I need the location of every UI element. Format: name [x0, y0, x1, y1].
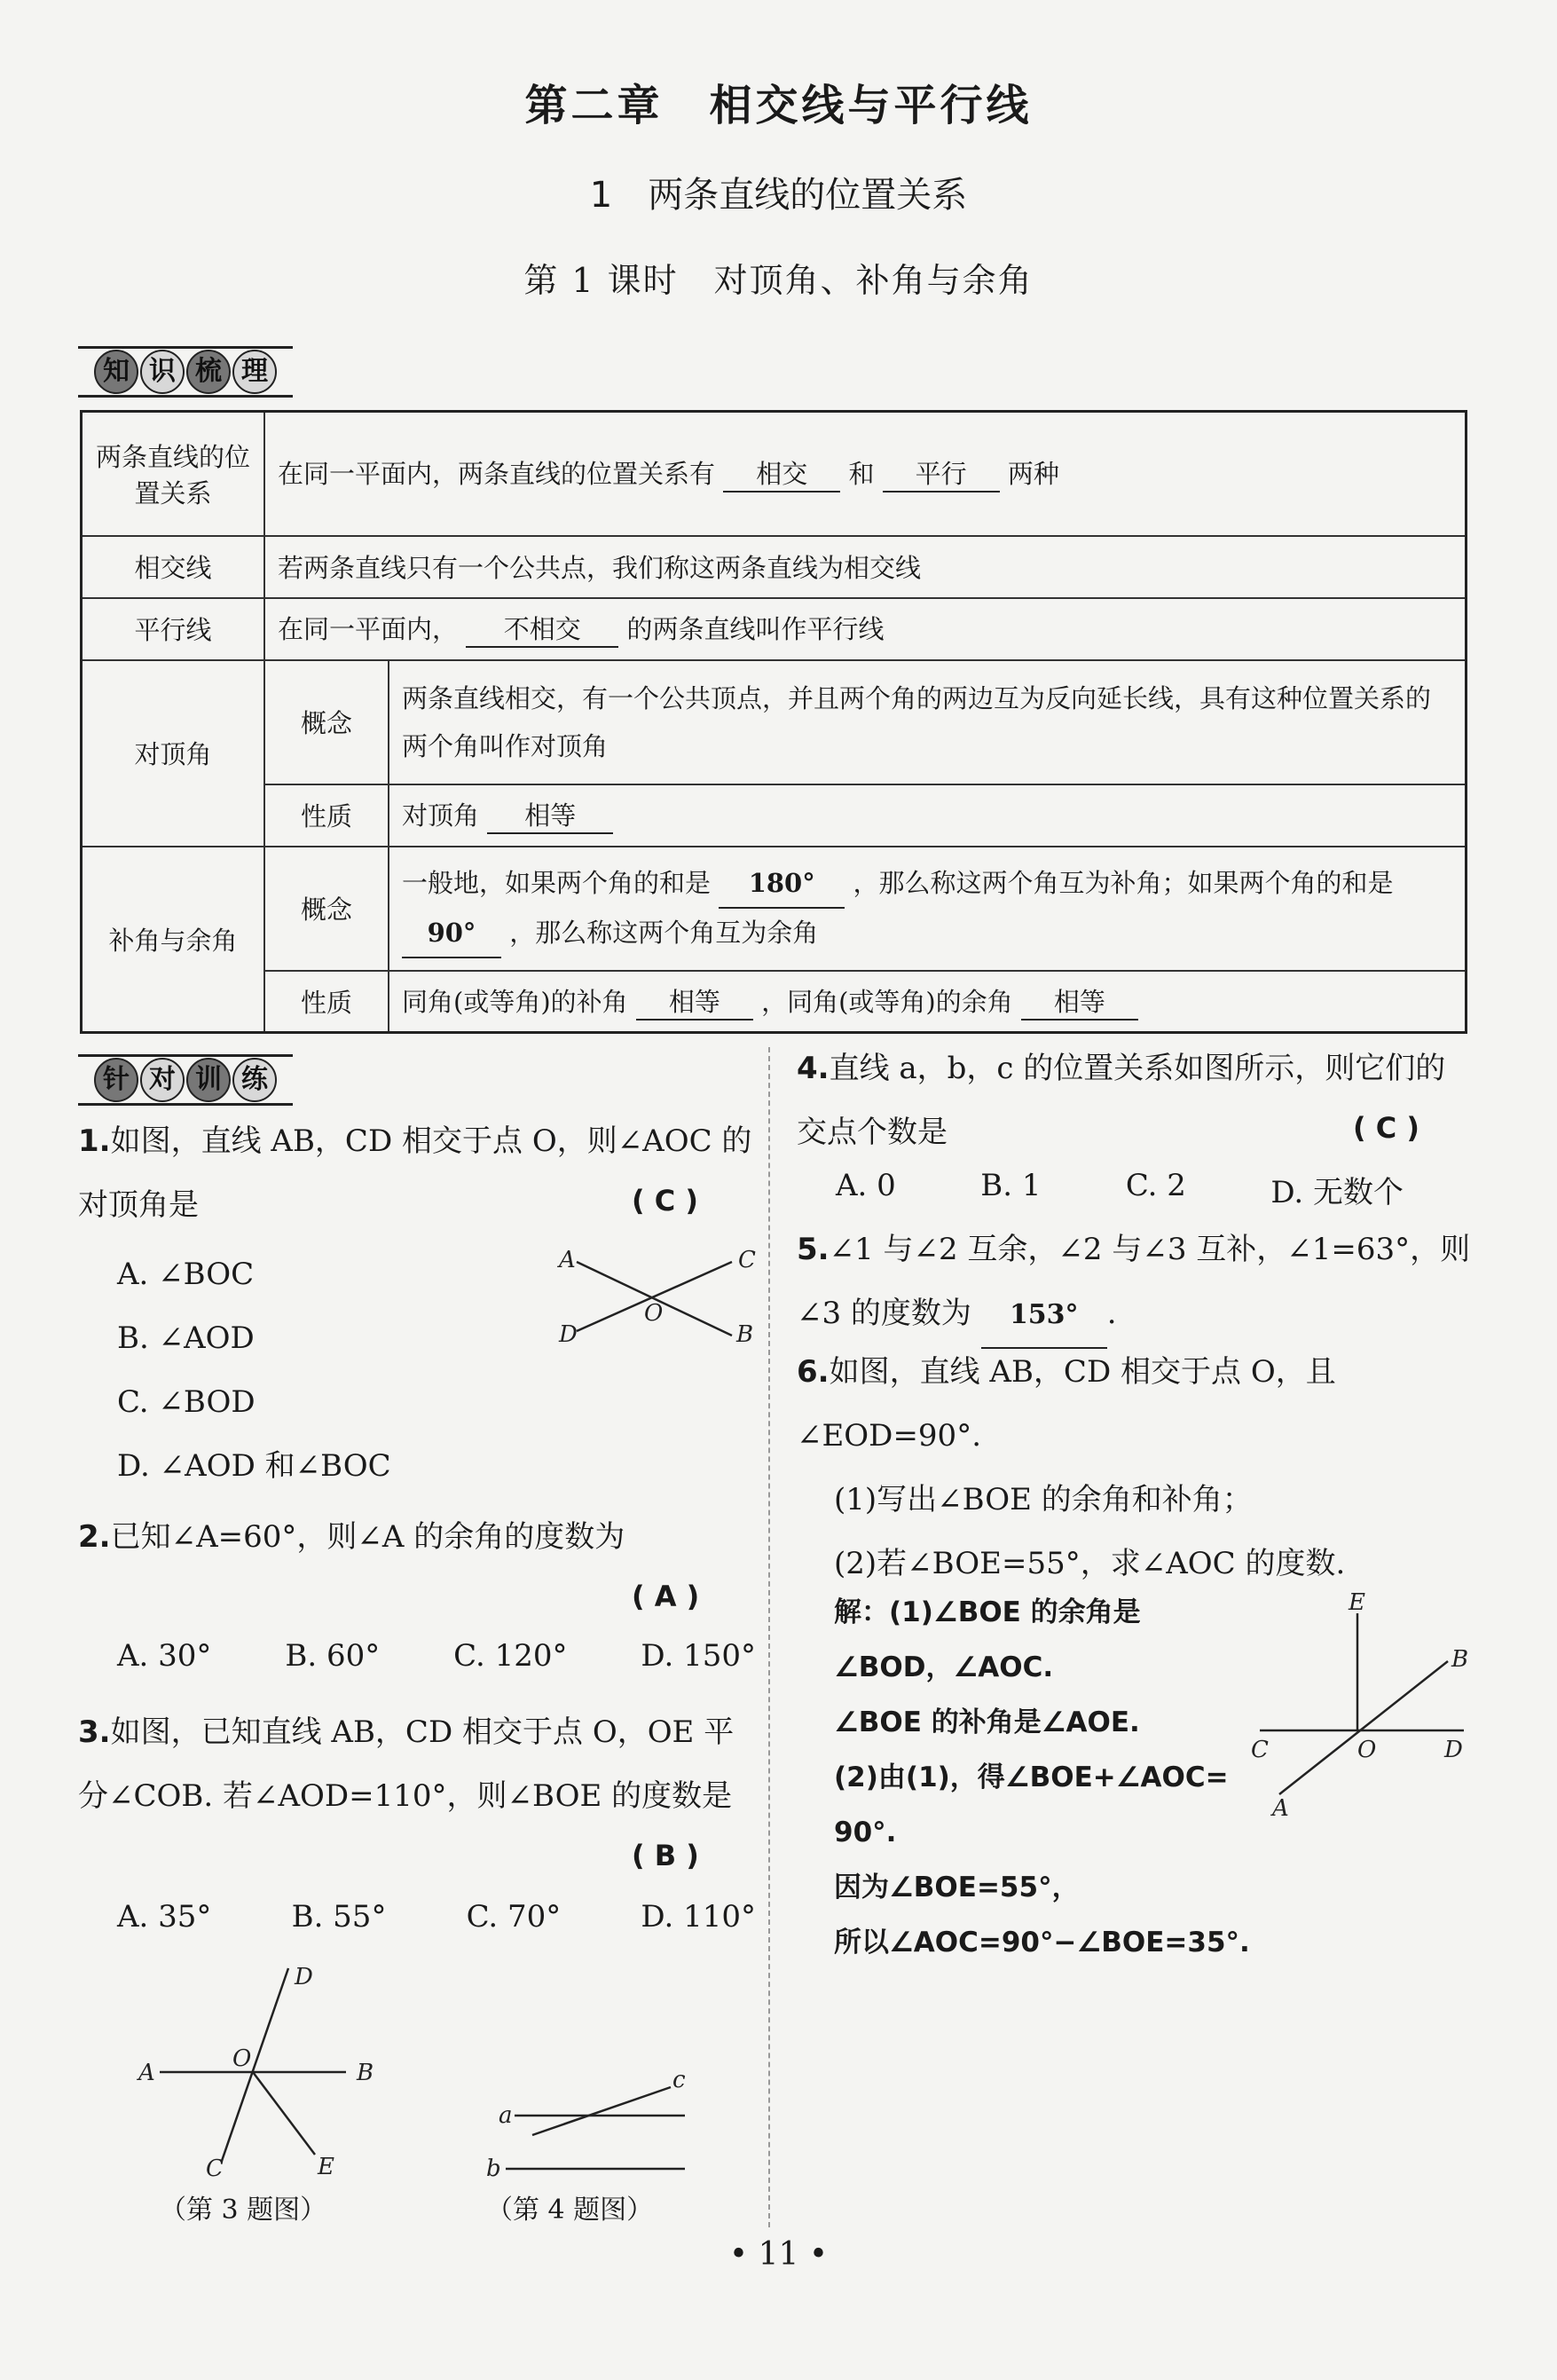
figure-q6 [1242, 1588, 1482, 1819]
label-c: C [1251, 1737, 1269, 1763]
question-2: 2.已知∠A=60°，则∠A 的余角的度数为 [78, 1519, 625, 1555]
lesson-title: 第 1 课时 对顶角、补角与余角 [523, 261, 1034, 300]
figure-q1 [550, 1242, 763, 1358]
badge-char: 梳 [186, 350, 231, 394]
label-b: B [1451, 1646, 1469, 1673]
row-content: 一般地，如果两个角的和是 180° ，那么称这两个角互为补角；如果两个角的和是 90° ，那么称这两个角互为余角 [389, 847, 1467, 971]
fill-blank: 90° [402, 909, 501, 958]
label-b: B [357, 2060, 374, 2086]
fill-blank: 不相交 [466, 610, 618, 648]
options-q1 [117, 1242, 391, 1498]
row-content: 在同一平面内， 不相交 的两条直线叫作平行线 [264, 598, 1467, 660]
figure-q3-caption: （第 3 题图） [160, 2195, 327, 2226]
label-c: C [738, 1247, 756, 1273]
row-subhead: 性质 [264, 784, 389, 847]
option: C. ∠BOD [117, 1384, 256, 1420]
fill-blank: 相等 [1021, 982, 1138, 1021]
answer-q5: 153° [981, 1283, 1107, 1349]
options-q2: A. 30° B. 60° C. 120° D. 150° [117, 1638, 756, 1674]
badge-char: 训 [186, 1058, 231, 1102]
table-row [82, 971, 1467, 1033]
label-d: D [1444, 1737, 1463, 1763]
column-divider [768, 1047, 770, 2227]
badge-char: 对 [140, 1058, 185, 1102]
table-row [82, 660, 1467, 784]
row-subhead: 概念 [264, 660, 389, 784]
label-d: D [295, 1964, 313, 1990]
row-head: 平行线 [82, 598, 265, 660]
badge-char: 理 [232, 350, 277, 394]
chapter-title: 第二章 相交线与平行线 [524, 81, 1033, 130]
label-d: D [559, 1321, 578, 1348]
badge-char: 知 [94, 350, 138, 394]
row-head: 对顶角 [82, 660, 265, 847]
fill-blank: 相等 [636, 982, 753, 1021]
row-head: 两条直线的位置关系 [82, 412, 265, 536]
answer-q3: ( B ) [632, 1839, 699, 1872]
label-c: c [672, 2067, 686, 2093]
table-row [82, 536, 1467, 598]
row-content: 若两条直线只有一个公共点，我们称这两条直线为相交线 [264, 536, 1467, 598]
label-b: b [486, 2155, 501, 2182]
label-b: B [736, 1321, 754, 1348]
question-1: 1.如图，直线 AB，CD 相交于点 O，则∠AOC 的对顶角是 [78, 1123, 752, 1223]
fill-blank: 平行 [883, 454, 1000, 493]
options-q4: A. 0 B. 1 C. 2 D. 无数个 [836, 1168, 1404, 1210]
solution-q6: 解：(1)∠BOE 的余角是 ∠BOD，∠AOC. ∠BOE 的补角是∠AOE. (2)由(1)，得∠BOE+∠AOC= 90°. 因为∠BOE=55°， 所以∠AOC=90°−∠BOE=35°. [834, 1596, 1250, 1958]
option: A. ∠BOC [117, 1257, 255, 1292]
row-head: 补角与余角 [82, 847, 265, 1033]
options-q3: A. 35° B. 55° C. 70° D. 110° [117, 1899, 756, 1935]
table-row [82, 784, 1467, 847]
label-a: A [138, 2060, 155, 2086]
question-6: 6.如图，直线 AB，CD 相交于点 O，且∠EOD=90°. (1)写出∠BOE 的余角和补角； (2)若∠BOE=55°，求∠AOC 的度数. [797, 1340, 1471, 1596]
fill-blank: 相等 [487, 796, 613, 834]
table-row [82, 412, 1467, 536]
table-row [82, 847, 1467, 971]
knowledge-table [80, 410, 1467, 1034]
row-content: 对顶角 相等 [389, 784, 1467, 847]
question-6-part-1: (1)写出∠BOE 的余角和补角； [834, 1482, 1253, 1517]
label-e: E [318, 2154, 334, 2180]
option: D. ∠AOD 和∠BOC [117, 1448, 391, 1484]
figure-q3 [124, 1961, 408, 2183]
label-a: a [499, 2102, 513, 2129]
label-a: A [1272, 1795, 1289, 1819]
row-subhead: 性质 [264, 971, 389, 1033]
label-o: O [232, 2045, 252, 2072]
answer-q2: ( A ) [632, 1580, 700, 1613]
question-6-part-2: (2)若∠BOE=55°，求∠AOC 的度数. [834, 1546, 1346, 1581]
question-3: 3.如图，已知直线 AB，CD 相交于点 O，OE 平分∠COB. 若∠AOD=110°，则∠BOE 的度数是 [78, 1714, 735, 1814]
fill-blank: 相交 [723, 454, 840, 493]
row-content: 在同一平面内，两条直线的位置关系有 相交 和 平行 两种 [264, 412, 1467, 536]
page-number: • 11 • [728, 2236, 829, 2273]
row-head: 相交线 [82, 536, 265, 598]
question-4: 4.直线 a，b，c 的位置关系如图所示，则它们的交点个数是 [797, 1051, 1446, 1150]
label-o: O [644, 1300, 664, 1327]
badge-char: 针 [94, 1058, 138, 1102]
table-row [82, 598, 1467, 660]
answer-q1: ( C ) [632, 1184, 699, 1218]
fill-blank: 180° [719, 859, 845, 909]
answer-q4: ( C ) [1353, 1111, 1420, 1145]
question-5: 5.∠1 与∠2 互余，∠2 与∠3 互补，∠1=63°，则∠3 的度数为 153° . [797, 1218, 1471, 1349]
figure-q4 [479, 2059, 710, 2183]
knowledge-badge [78, 346, 293, 398]
badge-char: 练 [232, 1058, 277, 1102]
label-c: C [206, 2155, 224, 2182]
label-o: O [1357, 1737, 1377, 1763]
option: B. ∠AOD [117, 1320, 255, 1356]
section-title: 1 两条直线的位置关系 [589, 175, 968, 216]
badge-char: 识 [140, 350, 185, 394]
practice-badge [78, 1054, 293, 1106]
figure-q4-caption: （第 4 题图） [486, 2195, 654, 2226]
row-content: 同角(或等角)的补角 相等 ，同角(或等角)的余角 相等 [389, 971, 1467, 1033]
label-e: E [1349, 1589, 1365, 1616]
row-subhead: 概念 [264, 847, 389, 971]
row-content: 两条直线相交，有一个公共顶点，并且两个角的两边互为反向延长线，具有这种位置关系的两个角叫作对顶角 [389, 660, 1467, 784]
label-a: A [559, 1247, 576, 1273]
